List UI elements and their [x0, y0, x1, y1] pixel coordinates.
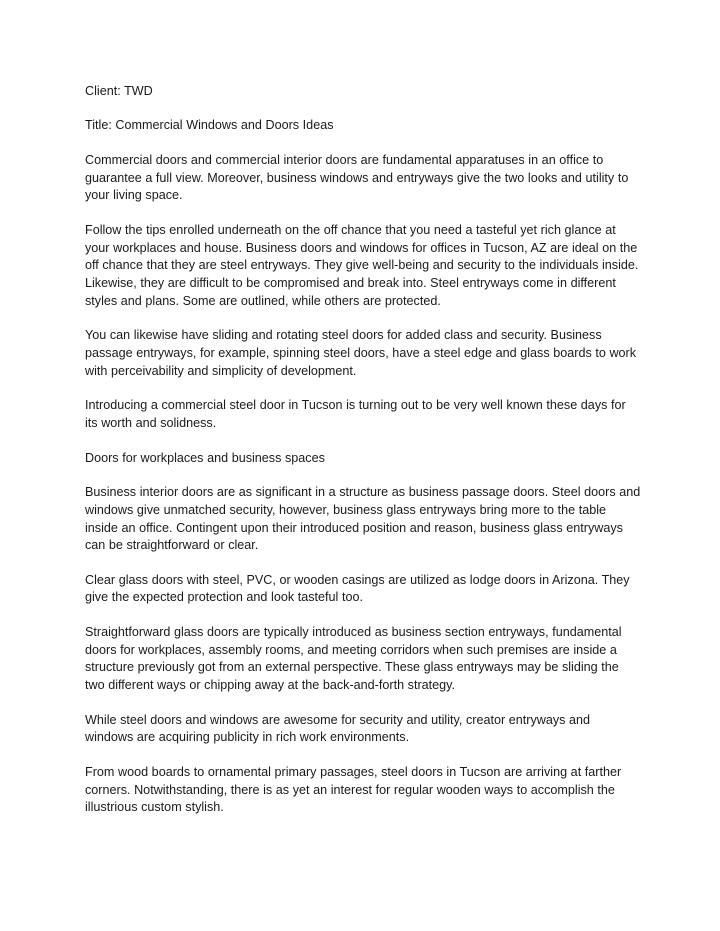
paragraph-sliding-doors: You can likewise have sliding and rotating steel doors for added class and security. Business passage entryways, for example, spinning steel doors, have a steel edge and glass boards to work with perceivability and simplicity of development.	[85, 328, 637, 378]
paragraph-steel-door: Introducing a commercial steel door in Tucson is turning out to be very well known these days for its worth and solidness.	[85, 398, 626, 431]
paragraph-clear-glass: Clear glass doors with steel, PVC, or wooden casings are utilized as lodge doors in Arizona. They give the expected protection and look tasteful too.	[85, 572, 630, 605]
paragraph-straightforward-glass: Straightforward glass doors are typically introduced as business section entryways, fundamental doors for workplaces, assembly rooms, and meeting corridors when such premises are inside a structure previously got from an external perspective. These glass entryways may be sliding the two different ways or chipping away at the back-and-forth strategy.	[85, 624, 622, 693]
paragraph-tips: Follow the tips enrolled underneath on the off chance that you need a tasteful yet rich glance at your workplaces and house. Business doors and windows for offices in Tucson, AZ are ideal on the off chance that they are steel entryways. They give well-being and security to the individuals inside. Likewise, they are difficult to be compromised and break into. Steel entryways come in different styles and plans. Some are outlined, while others are protected.	[85, 222, 639, 308]
paragraph-wood-boards: From wood boards to ornamental primary passages, steel doors in Tucson are arriving at farther corners. Notwithstanding, there is as yet an interest for regular wooden ways to accomplish the illustrious custom stylish.	[85, 764, 622, 815]
document-title: Title: Commercial Windows and Doors Ideas	[85, 118, 334, 133]
paragraph-intro: Commercial doors and commercial interior doors are fundamental apparatuses in an office to guarantee a full view. Moreover, business windows and entryways give the two looks and utility to your living space.	[85, 152, 629, 203]
paragraph-creator-doors: While steel doors and windows are awesome for security and utility, creator entryways and windows are acquiring publicity in rich work environments.	[85, 712, 591, 745]
paragraph-interior-doors: Business interior doors are as significant in a structure as business passage doors. Steel doors and windows give unmatched security, however, business glass entryways bring more to the table inside an office. Contingent upon their introduced position and reason, business glass entryways can be straightforward or clear.	[85, 484, 641, 553]
section-heading: Doors for workplaces and business spaces	[85, 450, 325, 465]
client-line: Client: TWD	[85, 84, 153, 98]
document-body	[85, 83, 641, 834]
